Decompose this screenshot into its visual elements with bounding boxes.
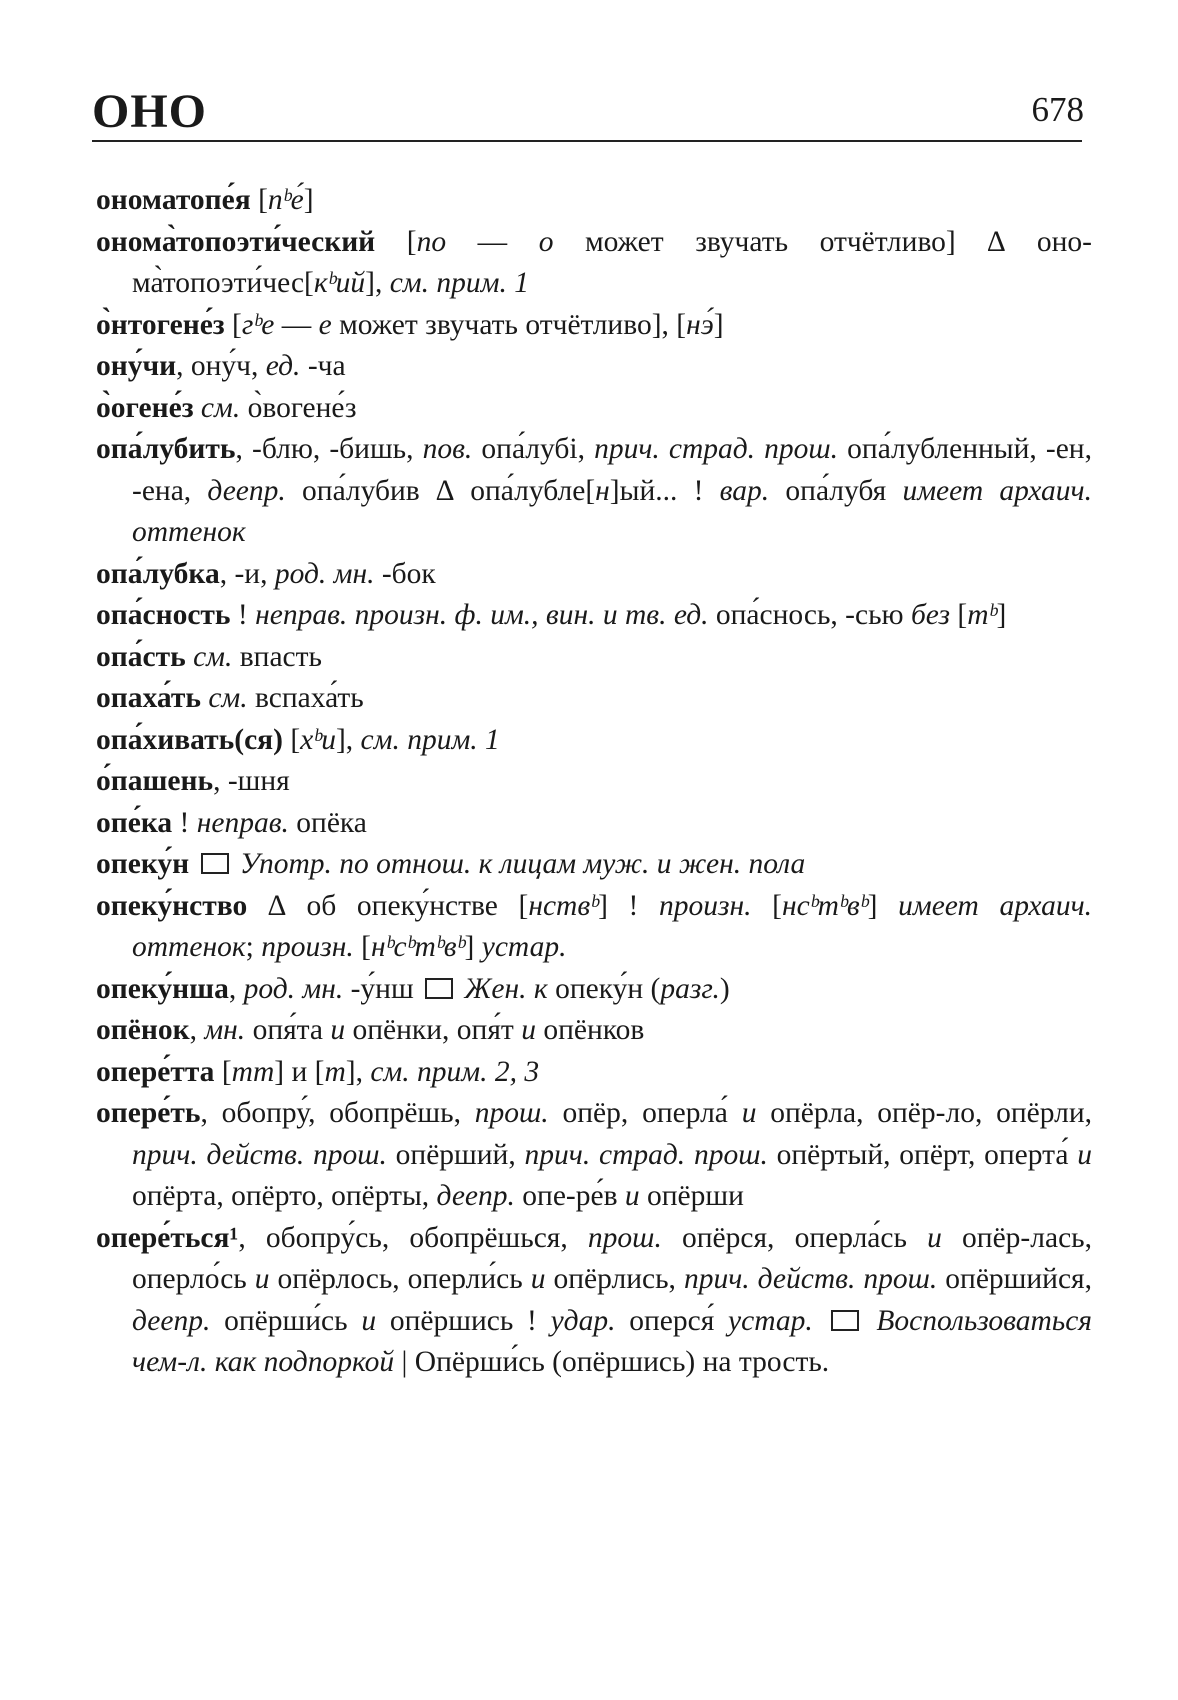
- italic-note: и: [530, 1263, 546, 1295]
- entry-text: ,: [189, 1014, 205, 1046]
- headword: опеку́нша: [96, 972, 229, 1005]
- entry-text: опёка: [288, 806, 367, 839]
- dictionary-entries: [96, 180, 1092, 1384]
- dictionary-entry: [96, 346, 1092, 388]
- italic-note: гᵇе: [241, 308, 275, 341]
- italic-note: произн.: [261, 931, 354, 963]
- entry-text: может звучать отчётливо], [: [331, 308, 687, 341]
- entry-text: ]: [713, 308, 724, 341]
- entry-text: опёрла, опёр-ло, опёрли,: [756, 1097, 1093, 1129]
- entry-text: опе-ре́в: [514, 1180, 625, 1212]
- dictionary-entry: [96, 1052, 1092, 1094]
- running-head-word: ОНО: [92, 85, 208, 138]
- entry-text: ]: [303, 184, 314, 216]
- italic-note: устар.: [481, 931, 567, 963]
- entry-text: [813, 1305, 827, 1337]
- italic-note: см. прим. 2, 3: [370, 1055, 540, 1088]
- italic-note: Употр. по отнош. к лицам муж. и жен. пола: [239, 848, 806, 880]
- entry-text: опёр-лась, оперло́сь: [132, 1221, 1092, 1295]
- entry-text: опёрся, оперла́сь: [661, 1221, 928, 1254]
- entry-text: ],: [345, 1055, 371, 1088]
- entry-text: , -и,: [219, 557, 275, 590]
- entry-text: ] !: [598, 889, 660, 922]
- italic-note: и: [521, 1014, 536, 1046]
- entry-text: [: [375, 225, 417, 258]
- italic-note: и: [254, 1263, 270, 1295]
- headword: опа́сть: [96, 640, 186, 673]
- entry-text: [: [353, 931, 371, 963]
- definition-box-icon: [831, 1310, 859, 1331]
- headword: опе́ка: [96, 806, 173, 839]
- italic-note: деепр.: [207, 474, 286, 507]
- entry-text: [233, 848, 240, 880]
- italic-note: род. мн.: [243, 972, 344, 1005]
- entry-text: [194, 392, 201, 424]
- headword: о́пашень: [96, 765, 214, 797]
- italic-note: нсᵇтᵇвᵇ: [782, 889, 868, 922]
- italic-note: нствᵇ: [528, 889, 599, 922]
- dictionary-entry: [96, 222, 1092, 305]
- italic-note: тт: [231, 1055, 275, 1088]
- dictionary-entry: [96, 388, 1092, 430]
- entry-text: , -блю, -бишь,: [235, 433, 423, 465]
- dictionary-entry: [96, 1010, 1092, 1052]
- entry-text: ]: [867, 889, 899, 922]
- italic-note: удар.: [550, 1304, 616, 1337]
- headword: ономатопе́я: [96, 184, 251, 216]
- headword: опа́лубка: [96, 557, 220, 590]
- page-number: 678: [1031, 90, 1084, 129]
- dictionary-entry: [96, 678, 1092, 720]
- italic-note: пов.: [422, 433, 473, 465]
- headword: опеку́н: [96, 848, 190, 880]
- italic-note: имеет архаич. оттенок: [132, 474, 1092, 548]
- entry-text: -у́нш: [343, 972, 422, 1005]
- entry-text: [863, 1305, 877, 1337]
- entry-text: опёнки, опя́т: [345, 1014, 522, 1046]
- italic-note: нᵇсᵇтᵇвᵇ: [370, 931, 465, 963]
- entry-text: о̀вогене́з: [240, 391, 357, 424]
- italic-note: см. прим. 1: [360, 723, 500, 756]
- entry-text: [: [751, 889, 783, 922]
- italic-note: ед.: [265, 350, 301, 382]
- entry-text: вспаха́ть: [247, 682, 364, 714]
- italic-note: без: [910, 599, 951, 631]
- entry-text: опёрта, опёрто, опёрты,: [132, 1180, 437, 1212]
- italic-note: т: [324, 1055, 346, 1088]
- entry-text: может звучать отчётливо] ∆ оно-ма̀топоэти́чес[: [132, 225, 1093, 299]
- entry-text: оперся́: [615, 1304, 729, 1337]
- entry-text: опёршись !: [376, 1304, 551, 1337]
- headword: опеку́нство: [96, 889, 248, 922]
- entry-text: [: [250, 184, 268, 216]
- dictionary-entry: [96, 761, 1092, 803]
- entry-text: , обопру́сь, обопрёшься,: [238, 1221, 588, 1254]
- italic-note: прич. действ. прош.: [683, 1263, 938, 1295]
- entry-text: —: [446, 225, 539, 258]
- dictionary-entry: [96, 429, 1092, 554]
- headword: ону́чи: [96, 350, 177, 382]
- entry-text: [: [950, 599, 968, 631]
- entry-text: ],: [335, 723, 361, 756]
- italic-note: и: [361, 1304, 377, 1337]
- italic-note: и: [1077, 1138, 1092, 1171]
- italic-note: пᵇе́: [267, 184, 304, 216]
- italic-note: прош.: [474, 1097, 549, 1129]
- definition-box-icon: [425, 978, 453, 999]
- dictionary-entry: [96, 803, 1092, 845]
- italic-note: см. прим. 1: [389, 267, 529, 299]
- italic-note: Жен. к: [464, 972, 548, 1005]
- entry-text: !: [230, 599, 256, 631]
- italic-note: вар.: [719, 474, 770, 507]
- headword: опёнок: [96, 1014, 190, 1046]
- entry-text: опёрши: [639, 1180, 744, 1212]
- entry-text: ]: [996, 599, 1007, 631]
- entry-text: ): [719, 972, 730, 1005]
- entry-text: опа́лубя: [769, 474, 903, 507]
- entry-text: [: [214, 1055, 232, 1088]
- dictionary-entry: [96, 180, 1092, 222]
- italic-note: мн.: [204, 1014, 246, 1046]
- dictionary-entry: [96, 886, 1092, 969]
- headword: о̀нтогене́з: [96, 308, 225, 341]
- entry-text: ]ый... !: [609, 474, 720, 507]
- entry-text: опёршийся,: [937, 1263, 1092, 1295]
- dictionary-entry: [96, 637, 1092, 679]
- entry-text: !: [172, 806, 197, 839]
- italic-note: прич. страд. прош.: [524, 1138, 768, 1171]
- entry-text: опя́та: [245, 1014, 331, 1046]
- entry-text: —: [274, 308, 319, 341]
- entry-text: -бок: [374, 557, 436, 590]
- italic-note: см.: [200, 391, 241, 424]
- headword: опере́ться¹: [96, 1221, 239, 1254]
- entry-text: , -шня: [213, 765, 290, 797]
- entry-text: опёрши́сь: [210, 1304, 362, 1337]
- entry-text: | Опёрши́сь (опёршись) на трость.: [394, 1346, 830, 1378]
- italic-note: кᵇий: [313, 267, 366, 299]
- italic-note: по: [416, 225, 447, 258]
- entry-text: [189, 848, 196, 880]
- entry-text: опёнков: [535, 1014, 645, 1046]
- dictionary-entry: [96, 554, 1092, 596]
- entry-text: опёрший,: [386, 1138, 525, 1171]
- italic-note: деепр.: [436, 1180, 515, 1212]
- entry-text: [: [224, 308, 242, 341]
- entry-text: , ону́ч,: [176, 350, 266, 382]
- entry-text: , обопру́, обопрёшь,: [200, 1097, 475, 1129]
- italic-note: см.: [193, 640, 233, 673]
- headword: опа́хивать(ся): [96, 723, 283, 756]
- dictionary-entry: [96, 720, 1092, 762]
- italic-note: деепр.: [132, 1304, 211, 1337]
- italic-note: имеет архаич. оттенок: [132, 889, 1093, 963]
- page-header: [92, 82, 1090, 144]
- dictionary-entry: [96, 1218, 1092, 1384]
- entry-text: ;: [245, 931, 262, 963]
- italic-note: произн.: [659, 889, 752, 922]
- entry-text: ]: [464, 931, 482, 963]
- entry-text: -ча: [300, 350, 346, 382]
- italic-note: н: [595, 474, 610, 507]
- headword: опа́сность: [96, 599, 231, 631]
- dictionary-entry: [96, 844, 1092, 886]
- entry-text: [: [282, 723, 301, 756]
- italic-note: е: [318, 308, 332, 341]
- italic-note: разг.: [660, 972, 720, 1005]
- definition-box-icon: [201, 853, 229, 874]
- dictionary-entry: [96, 969, 1092, 1011]
- dictionary-entry: [96, 305, 1092, 347]
- entry-text: опёрлось, оперли́сь: [269, 1263, 531, 1295]
- headword: опа́лубить: [96, 433, 236, 465]
- italic-note: неправ. произн. ф. им., вин. и тв. ед.: [255, 599, 709, 631]
- entry-text: ,: [228, 972, 244, 1005]
- entry-text: опа́лубі,: [472, 433, 595, 465]
- headword: онома̀топоэти́ческий: [96, 225, 376, 258]
- italic-note: и: [927, 1221, 942, 1254]
- header-rule: [92, 140, 1082, 142]
- entry-text: опа́лубленный, -ен, -ена,: [132, 433, 1092, 507]
- entry-text: ] и [: [274, 1055, 325, 1088]
- italic-note: род. мн.: [274, 557, 375, 590]
- italic-note: и: [624, 1180, 640, 1212]
- italic-note: нэ́: [686, 308, 714, 341]
- italic-note: тᵇ: [967, 599, 997, 631]
- italic-note: прош.: [587, 1221, 662, 1254]
- italic-note: Воспользоваться чем-л. как подпоркой: [132, 1304, 1093, 1378]
- entry-text: ∆ об опеку́нстве [: [247, 889, 529, 922]
- italic-note: о: [538, 225, 554, 258]
- headword: опере́тта: [96, 1055, 215, 1088]
- headword: о̀огене́з: [96, 391, 194, 424]
- italic-note: хᵇи: [300, 723, 336, 756]
- dictionary-entry: [96, 595, 1092, 637]
- italic-note: устар.: [728, 1304, 813, 1337]
- italic-note: см.: [208, 682, 248, 714]
- italic-note: и: [330, 1014, 346, 1046]
- entry-text: впасть: [232, 640, 322, 673]
- entry-text: опеку́н (: [547, 972, 661, 1005]
- entry-text: опёр, оперла́: [548, 1097, 742, 1129]
- italic-note: неправ.: [196, 806, 289, 839]
- headword: опаха́ть: [96, 682, 201, 714]
- entry-text: опёртый, опёрт, оперта́: [767, 1138, 1078, 1171]
- italic-note: и: [741, 1097, 757, 1129]
- entry-text: опа́лубив ∆ опа́лубле[: [285, 474, 596, 507]
- italic-note: прич. действ. прош.: [132, 1138, 387, 1171]
- headword: опере́ть: [96, 1097, 201, 1129]
- dictionary-entry: [96, 1093, 1092, 1218]
- italic-note: прич. страд. прош.: [594, 433, 839, 465]
- entry-text: ],: [365, 267, 390, 299]
- entry-text: опа́снось, -сью: [708, 599, 911, 631]
- entry-text: опёрлись,: [545, 1263, 684, 1295]
- entry-text: [186, 641, 193, 673]
